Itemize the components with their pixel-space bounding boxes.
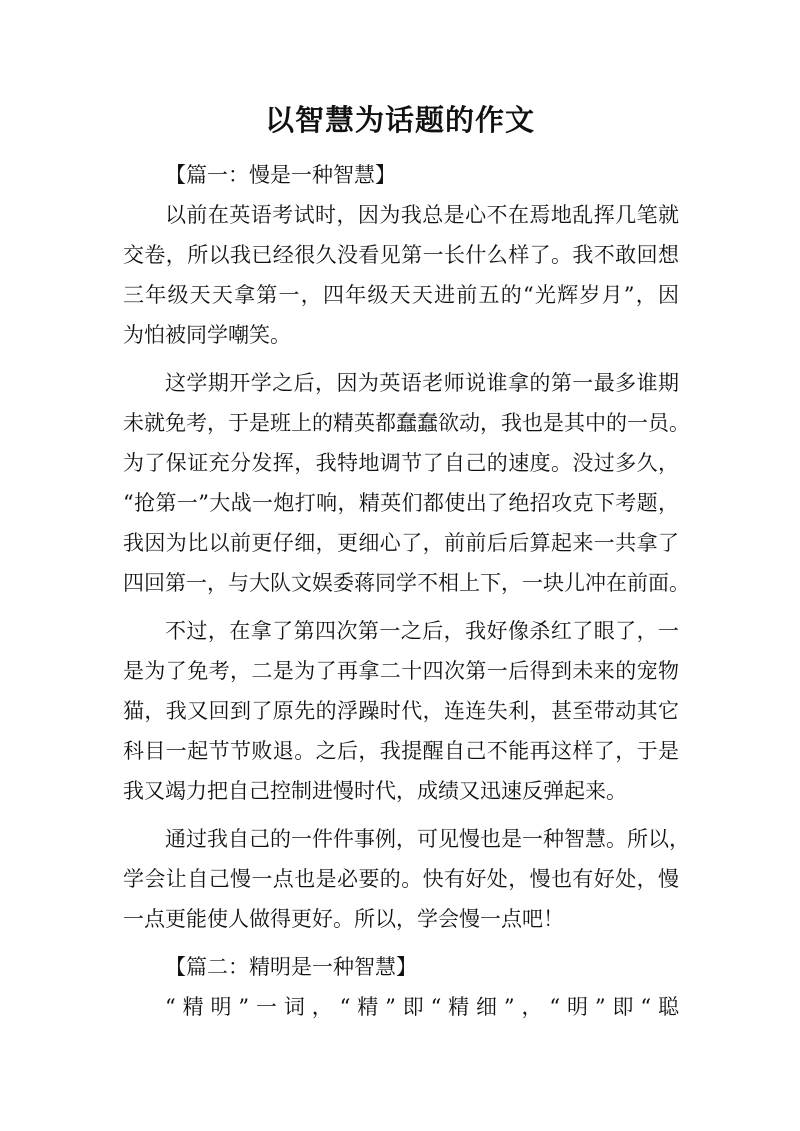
paragraph-4-line-1: 通过我自己的一件件事例，可见慢也是一种智慧。所以， [165,827,690,851]
paragraph-2-line-3: 为了保证充分发挥，我特地调节了自己的速度。没过多久， [123,451,679,475]
paragraph-1-line-2: 交卷，所以我已经很久没看见第一长什么样了。我不敢回想 [123,243,679,267]
paragraph-1-line-4: 为怕被同学嘲笑。 [123,323,291,347]
paragraph-2-line-4: “抢第一”大战一炮打响，精英们都使出了绝招攻克下考题， [123,491,679,515]
paragraph-3-line-5: 我又竭力把自己控制进慢时代，成绩又迅速反弹起来。 [123,779,627,803]
section-heading-2: 【篇二：精明是一种智慧】 [165,955,417,979]
paragraph-5 [123,987,679,1027]
paragraph-4-line-3: 一点更能使人做得更好。所以，学会慢一点吧！ [123,907,564,931]
paragraph-2-line-6: 四回第一，与大队文娱委蒋同学不相上下，一块儿冲在前面。 [123,571,690,595]
paragraph-2-line-1: 这学期开学之后，因为英语老师说谁拿的第一最多谁期 [165,371,679,395]
paragraph-1-line-3: 三年级天天拿第一，四年级天天进前五的“光辉岁月”，因 [123,283,679,307]
paragraph-2-line-5: 我因为比以前更仔细，更细心了，前前后后算起来一共拿了 [123,531,679,555]
paragraph-4 [123,819,690,939]
paragraph-3-line-3: 猫，我又回到了原先的浮躁时代，连连失利，甚至带动其它 [123,699,679,723]
paragraph-3-line-2: 是为了免考，二是为了再拿二十四次第一后得到未来的宠物 [123,659,679,683]
paragraph-4-line-2: 学会让自己慢一点也是必要的。快有好处，慢也有好处，慢 [123,867,679,891]
document-body [123,155,690,1035]
paragraph-3 [123,611,679,811]
paragraph-1-line-1: 以前在英语考试时，因为我总是心不在焉地乱挥几笔就 [165,203,679,227]
paragraph-5-line-1: “精明”一词，“精”即“精细”，“明”即“聪 [165,995,679,1019]
paragraph-2-line-2: 未就免考，于是班上的精英都蠢蠢欲动，我也是其中的一员。 [123,411,690,435]
document-title: 以智慧为话题的作文 [264,103,535,137]
paragraph-2 [123,363,690,603]
paragraph-3-line-4: 科目一起节节败退。之后，我提醒自己不能再这样了，于是 [123,739,679,763]
paragraph-1 [123,195,679,355]
section-heading-1: 【篇一：慢是一种智慧】 [165,163,396,187]
paragraph-3-line-1: 不过，在拿了第四次第一之后，我好像杀红了眼了，一 [165,619,679,643]
